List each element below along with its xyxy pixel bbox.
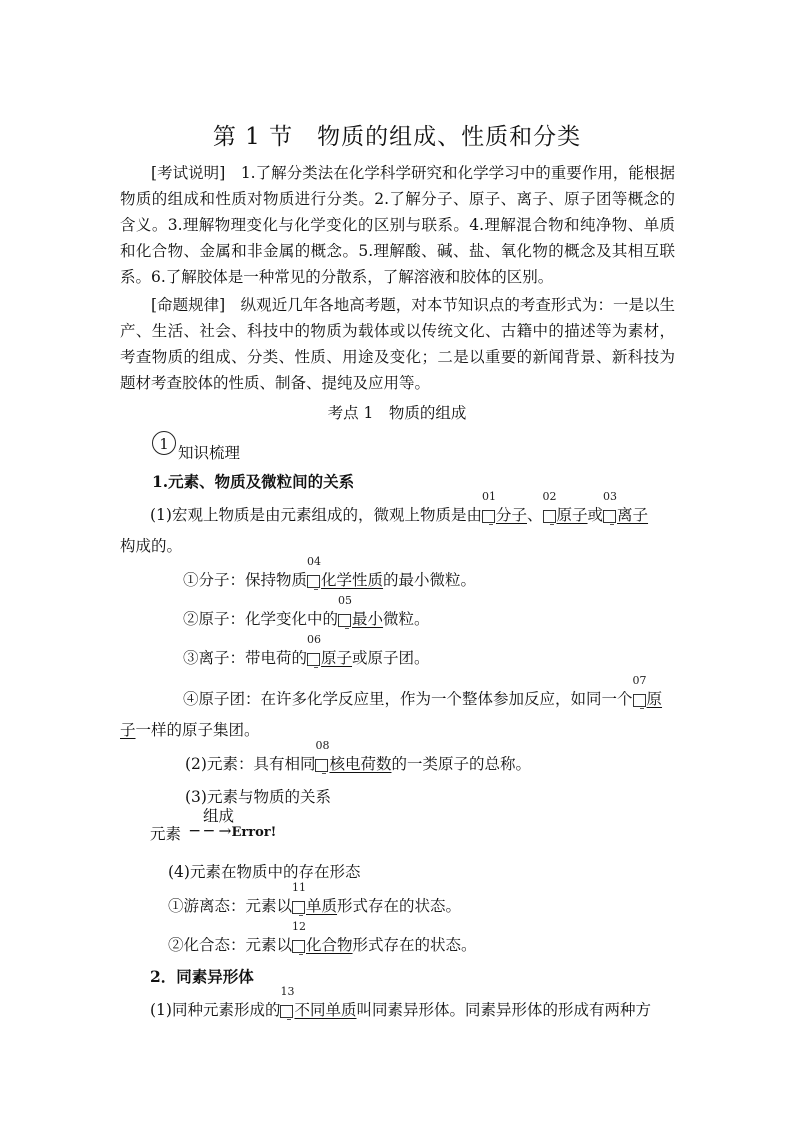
answer-box-icon (315, 759, 328, 772)
p1-text-d: 构成的。 (120, 537, 183, 555)
answer-box-icon (482, 510, 495, 523)
item-free-state (168, 881, 462, 916)
answer-blank-13[interactable] (280, 985, 357, 1020)
answer-box-icon (338, 614, 351, 627)
item-text: (2)元素：具有相同 (185, 755, 316, 773)
blank-text: 原 (646, 690, 663, 708)
blank-text: 最小 (352, 610, 384, 628)
point-title: 考点 1 物质的组成 (327, 404, 467, 422)
relation-left: 元素 (150, 825, 182, 843)
blank-text: 原子 (556, 506, 588, 524)
item-text: ①游离态：元素以 (168, 897, 293, 915)
blank-number: 01 (481, 490, 496, 503)
blank-number: 11 (292, 881, 307, 894)
answer-blank-02[interactable] (542, 490, 588, 525)
dash-mark (345, 628, 349, 629)
answer-box-icon (543, 510, 556, 523)
item-text: 一样的原子集团。 (135, 721, 260, 739)
section-number-circle: 1 (152, 431, 176, 455)
p1-text-b: 、 (526, 506, 543, 524)
answer-blank-03[interactable] (603, 490, 649, 525)
blank-text: 核电荷数 (329, 755, 392, 773)
arrow-label: 组成 (203, 807, 235, 825)
item-text: 微粒。 (383, 610, 430, 628)
p1-text-c: 或 (587, 506, 604, 524)
blank-text: 化学性质 (321, 571, 384, 589)
answer-box-icon (307, 575, 320, 588)
answer-blank-07[interactable] (632, 674, 663, 709)
item-text: 或原子团。 (352, 649, 430, 667)
arrow-icon: ─ ─ → (190, 822, 232, 840)
answer-blank-08[interactable] (315, 739, 392, 774)
answer-box-icon (603, 510, 616, 523)
knowledge-heading: 知识梳理 (178, 444, 241, 462)
blank-text: 不同单质 (294, 1001, 357, 1019)
item-text: 叫同素异形体。同素异形体的形成有两种方 (356, 1001, 651, 1019)
answer-blank-06[interactable] (307, 633, 353, 668)
page-title: 第 1 节 物质的组成、性质和分类 (212, 124, 582, 150)
item-atomic-group (183, 674, 663, 709)
blank-number: 05 (338, 594, 353, 607)
p1-text-a: (1)宏观上物质是由元素组成的，微观上物质是由 (150, 506, 482, 524)
item-text: ①分子：保持物质 (183, 571, 308, 589)
dash-mark (489, 524, 493, 525)
pattern-note: [命题规律] 纵观近几年各地高考题，对本节知识点的考查形式为：一是以生产、生活、社会、科技中的物质为载体或以传统文化、古籍中的描述等为素材，考查物质的组成、分类、性质、用途及变化；二是以重要的新闻背景、新科技为题材考查胶体的性质、制备、提纯及应用等。 (120, 296, 675, 392)
blank-text: 离子 (617, 506, 649, 524)
answer-box-icon (633, 694, 646, 707)
dash-mark (322, 773, 326, 774)
answer-box-icon (292, 901, 305, 914)
blank-number: 04 (307, 555, 322, 568)
paragraph-element (185, 739, 531, 774)
blank-text: 原子 (321, 649, 353, 667)
answer-blank-07-cont[interactable]: 子 (120, 721, 136, 739)
answer-box-icon (307, 653, 320, 666)
answer-blank-05[interactable] (338, 594, 384, 629)
blank-text: 化合物 (306, 936, 353, 954)
blank-number: 03 (603, 490, 618, 503)
dash-mark (314, 667, 318, 668)
dash-mark (314, 589, 318, 590)
item-molecule (183, 555, 477, 590)
blank-text: 分子 (495, 506, 527, 524)
item-ion (183, 633, 430, 668)
dash-mark (610, 524, 614, 525)
item-text: ②原子：化学变化中的 (183, 610, 339, 628)
section-2-heading: 2．同素异形体 (150, 967, 254, 986)
paragraph-existence: (4)元素在物质中的存在形态 (168, 863, 361, 881)
dash-mark (299, 915, 303, 916)
item-atomic-group-cont (120, 718, 260, 740)
blank-text: 单质 (306, 897, 338, 915)
answer-blank-01[interactable] (481, 490, 527, 525)
relation-right: Error! (231, 825, 277, 840)
answer-blank-11[interactable] (292, 881, 338, 916)
answer-blank-04[interactable] (307, 555, 384, 590)
item-combined-state (168, 920, 477, 955)
section-1-heading: 1.元素、物质及微粒间的关系 (152, 472, 355, 491)
paragraph-1-line (150, 490, 649, 525)
answer-box-icon (292, 940, 305, 953)
dash-mark (287, 1019, 291, 1020)
item-text: 的一类原子的总称。 (391, 755, 531, 773)
item-text: ②化合态：元素以 (168, 936, 293, 954)
dash-mark (640, 708, 644, 709)
blank-number: 07 (632, 674, 647, 687)
blank-number: 12 (292, 920, 307, 933)
blank-number: 06 (307, 633, 322, 646)
item-text: 的最小微粒。 (383, 571, 477, 589)
answer-box-icon (280, 1005, 293, 1018)
item-text: (1)同种元素形成的 (150, 1001, 281, 1019)
item-text: 形式存在的状态。 (337, 897, 462, 915)
relation-arrow (190, 822, 276, 840)
answer-blank-12[interactable] (292, 920, 353, 955)
exam-note: [考试说明] 1.了解分类法在化学科学研究和化学学习中的重要作用，能根据物质的组成和性质对物质进行分类。2.了解分子、原子、离子、原子团等概念的含义。3.理解物理变化与化学变化的区别与联系。4.理解混合物和纯净物、单质和化合物、金属和非金属的概念。5.理解酸、碱、盐、氧化物的概念及其相互联系。6.了解胶体是一种常见的分散系，了解溶液和胶体的区别。 (120, 164, 675, 286)
item-text: ③离子：带电荷的 (183, 649, 308, 667)
item-text: ④原子团：在许多化学反应里，作为一个整体参加反应，如同一个 (183, 690, 633, 708)
paragraph-allotrope (150, 985, 651, 1020)
blank-number: 08 (315, 739, 330, 752)
blank-number: 13 (280, 985, 295, 998)
paragraph-relation: (3)元素与物质的关系 (185, 788, 331, 806)
item-atom (183, 594, 430, 629)
item-text: 形式存在的状态。 (352, 936, 477, 954)
dash-mark (550, 524, 554, 525)
dash-mark (299, 954, 303, 955)
blank-number: 02 (542, 490, 557, 503)
